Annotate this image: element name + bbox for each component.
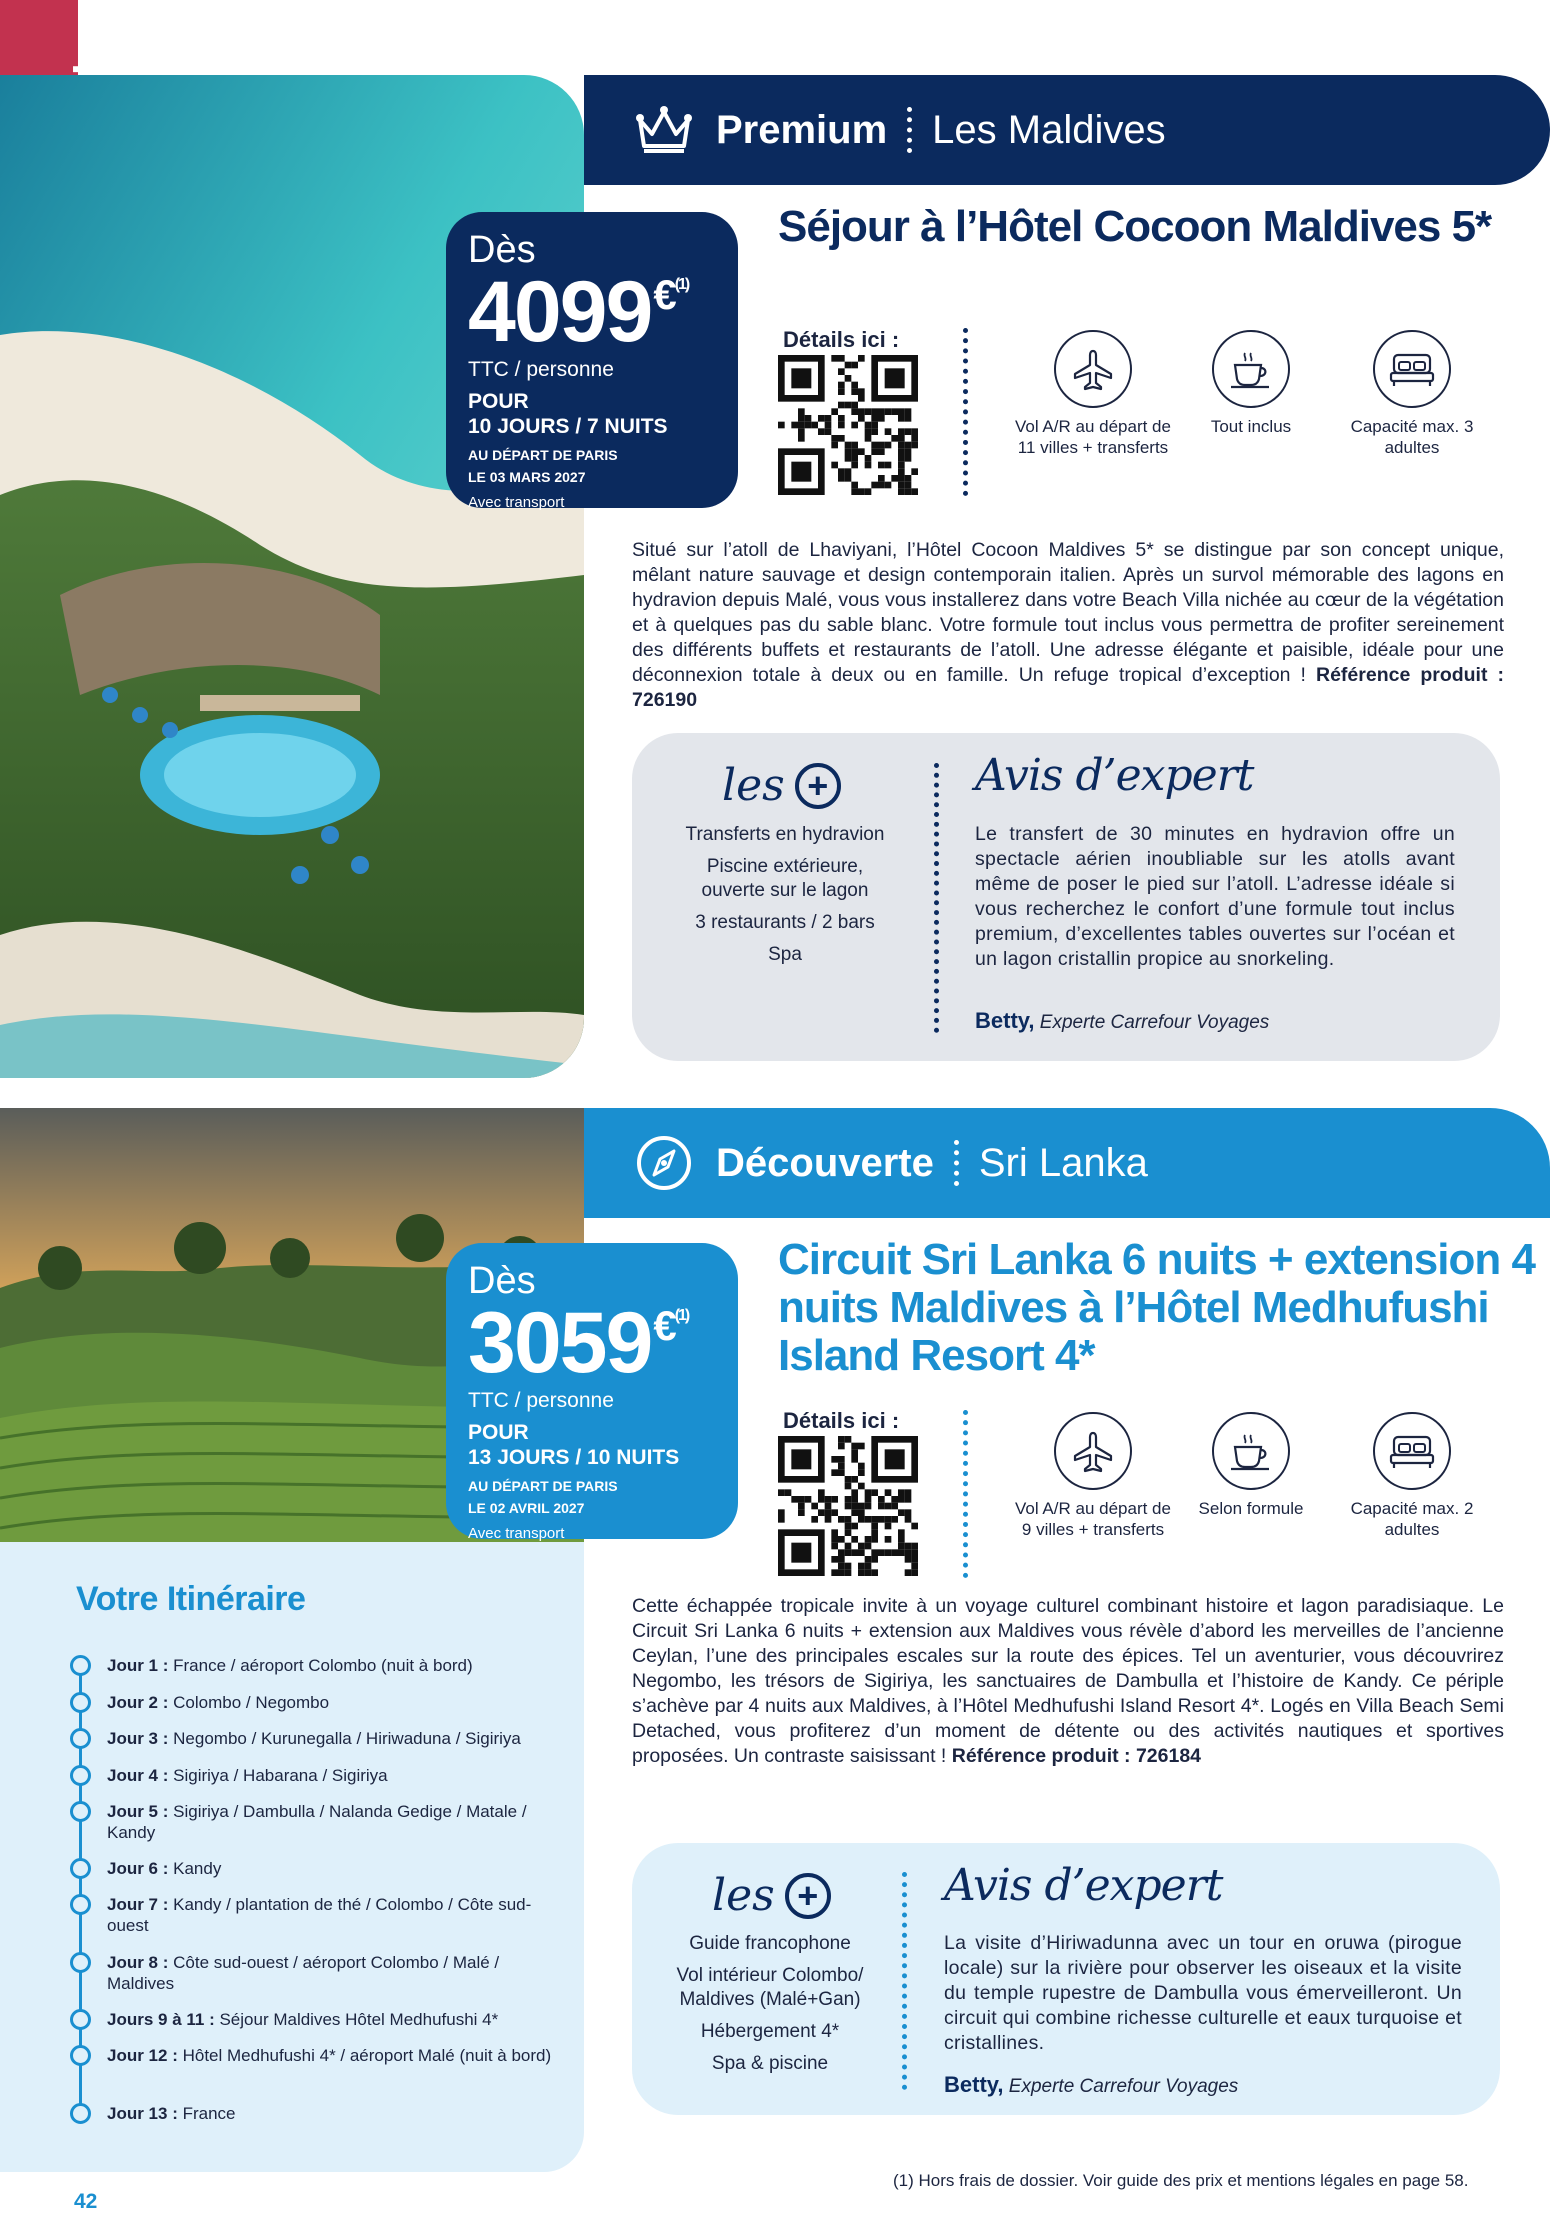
timeline-dot — [70, 2009, 91, 2030]
price-note: (1) — [674, 276, 689, 293]
timeline-dot — [70, 1894, 91, 1915]
price-transport: Avec transport — [468, 1525, 565, 1542]
itinerary-step — [70, 1858, 570, 1879]
feature-flight-label: Vol A/R au départ de 11 villes + transferts — [1015, 417, 1171, 457]
itinerary-route: Sigiriya / Habarana / Sigiriya — [173, 1766, 388, 1785]
departure-date: LE 03 MARS 2027 — [468, 469, 586, 485]
itinerary-day: Jour 4 : — [107, 1766, 169, 1785]
plus-item: 3 restaurants / 2 bars — [695, 912, 875, 933]
avis-expert-title: Avis d’expert — [975, 750, 1254, 801]
itinerary-step — [70, 1728, 570, 1749]
panel-dotted-divider — [902, 1872, 907, 2090]
product-reference: Référence produit : 726190 — [632, 664, 1504, 711]
itinerary-step — [70, 2045, 570, 2066]
description-text: Situé sur l’atoll de Lhaviyani, l’Hôtel Cocoon Maldives 5* se distingue par son concept unique, mêlant nature sauvage et design contemporain italien. Après un survol mémorable des lagons en hydravion depuis Malé, vous vous installerez dans votre Beach Villa nichée au cœur de la végétation et à quelques pas du sable blanc. Votre formule tout inclus vous permettra de profiter sereinement des différents buffets et restaurants de l’atoll. Une adresse élégante et paisible, idéale pour une déconnexion totale à deux ou en famille. Un refuge tropical d’exception ! — [632, 539, 1504, 686]
timeline-dot — [70, 1655, 91, 1676]
itinerary-route: Côte sud-ouest / aéroport Colombo / Malé / Maldives — [107, 1953, 500, 1993]
price-amount-row — [468, 264, 716, 360]
offer2-destination: Sri Lanka — [978, 1140, 1148, 1185]
offer2-plus-list — [650, 1932, 890, 2084]
itinerary-day: Jour 3 : — [107, 1729, 169, 1748]
plus-item: Vol intérieur Colombo/ Maldives (Malé+Gan) — [676, 1965, 864, 2010]
itinerary-route: France / aéroport Colombo (nuit à bord) — [173, 1656, 473, 1675]
itinerary-route: France — [182, 2104, 236, 2123]
plus-item: Guide francophone — [689, 1933, 851, 1954]
offer1-price-badge — [446, 212, 738, 511]
itinerary-step-text — [107, 1894, 570, 1936]
product-reference: Référence produit : 726184 — [951, 1745, 1202, 1767]
price-currency: € — [653, 1302, 675, 1349]
les-text: les — [712, 1870, 775, 1921]
avis-expert-text: Le transfert de 30 minutes en hydravion offre un spectacle aérien inoubliable sur les atolls avant même de poser le pied sur l’atoll. L’adresse idéale si vous recherchez le confort d’une formule tout inclus premium, d’excellentes tables ouvertes sur l’océan et un lagon cristallin propice au snorkeling. — [975, 823, 1455, 970]
itinerary-day: Jour 5 : — [107, 1802, 169, 1821]
offer1-plus-list — [665, 823, 905, 975]
feature-capacity-label: Capacité max. 3 adultes — [1350, 417, 1474, 457]
itinerary-step — [70, 2009, 570, 2030]
feature-capacity — [1327, 330, 1497, 458]
avis-expert-title: Avis d’expert — [944, 1860, 1223, 1911]
offer2-header-bar — [584, 1108, 1550, 1218]
qr-code[interactable] — [778, 1436, 918, 1576]
offer2-description — [632, 1594, 1504, 1769]
price-departure — [468, 1475, 716, 1519]
itinerary-day: Jour 8 : — [107, 1953, 169, 1972]
details-label: Détails ici : — [783, 1408, 900, 1433]
itinerary-step-text — [107, 1952, 570, 1994]
plus-item: Hébergement 4* — [700, 2021, 840, 2042]
crown-icon — [634, 100, 694, 160]
price-currency: € — [653, 271, 675, 318]
cup-icon — [1227, 1429, 1275, 1473]
feature-flight — [1008, 330, 1178, 458]
plus-item: Piscine extérieure, ouverte sur le lagon — [701, 856, 869, 901]
price-duration: 13 JOURS / 10 NUITS — [468, 1446, 680, 1469]
itinerary-day: Jour 6 : — [107, 1859, 169, 1878]
departure-city: AU DÉPART DE PARIS — [468, 1478, 618, 1494]
itinerary-step-text — [107, 2009, 498, 2030]
offer2-price-badge — [446, 1243, 738, 1542]
avis-expert-text: La visite d’Hiriwadunna avec un tour en oruwa (pirogue locale) sur la rivière pour observer les oiseaux et la visite du temple rupestre de Dambulla vous émerveilleront. Un circuit qui combine richesse culturelle et eaux turquoise et cristallines. — [944, 1932, 1462, 2054]
itinerary-step — [70, 1952, 570, 1994]
itinerary-route: Kandy — [173, 1859, 222, 1878]
price-amount: 4099 — [468, 264, 652, 360]
departure-city: AU DÉPART DE PARIS — [468, 447, 618, 463]
expert-role: Experte Carrefour Voyages — [1039, 1012, 1270, 1033]
price-amount-row — [468, 1295, 716, 1391]
price-per: TTC / personne — [468, 1389, 614, 1412]
price-pour: POUR — [468, 1421, 529, 1444]
price-transport: Avec transport — [468, 494, 565, 511]
price-from: Dès — [468, 1260, 536, 1302]
price-from: Dès — [468, 229, 536, 271]
expert-name: Betty, — [944, 2072, 1004, 2097]
itinerary-panel — [0, 1542, 584, 2172]
itinerary-day: Jour 13 : — [107, 2104, 178, 2123]
offer1-destination: Les Maldives — [932, 107, 1166, 152]
itinerary-route: Sigiriya / Dambulla / Nalanda Gedige / Matale / Kandy — [107, 1802, 527, 1842]
plus-item: Spa & piscine — [711, 2053, 829, 2074]
itinerary-step-text — [107, 1692, 329, 1713]
timeline-dot — [70, 1728, 91, 1749]
page-number: 42 — [74, 2190, 98, 2213]
price-departure — [468, 444, 716, 488]
price-pour: POUR — [468, 390, 529, 413]
feature-formula — [1166, 330, 1336, 437]
itinerary-day: Jour 2 : — [107, 1693, 169, 1712]
price-amount: 3059 — [468, 1295, 652, 1391]
itinerary-step — [70, 1801, 570, 1843]
itinerary-step-text — [107, 1858, 221, 1879]
itinerary-day: Jour 1 : — [107, 1656, 169, 1675]
footnote: (1) Hors frais de dossier. Voir guide des prix et mentions légales en page 58. — [893, 2171, 1469, 2190]
plus-icon: + — [795, 763, 841, 809]
itinerary-route: Colombo / Negombo — [173, 1693, 330, 1712]
bed-icon — [1388, 1431, 1436, 1471]
itinerary-route: Hôtel Medhufushi 4* / aéroport Malé (nuit à bord) — [182, 2046, 552, 2065]
itinerary-route: Negombo / Kurunegalla / Hiriwaduna / Sigiriya — [173, 1729, 521, 1748]
compass-icon — [634, 1133, 694, 1193]
plane-icon — [1071, 1429, 1115, 1473]
feature-capacity-label: Capacité max. 2 adultes — [1350, 1499, 1474, 1539]
itinerary-day: Jour 12 : — [107, 2046, 178, 2065]
dotted-divider — [963, 1410, 968, 1578]
price-note: (1) — [674, 1307, 689, 1324]
feature-flight — [1008, 1412, 1178, 1540]
itinerary-step-text — [107, 1728, 521, 1749]
itinerary-step-text — [107, 1765, 388, 1786]
plane-icon — [1071, 347, 1115, 391]
price-per: TTC / personne — [468, 358, 614, 381]
feature-formula-label: Selon formule — [1198, 1499, 1304, 1518]
itinerary-step — [70, 2103, 570, 2124]
timeline-dot — [70, 2103, 91, 2124]
offer1-description — [632, 538, 1504, 713]
itinerary-day: Jour 7 : — [107, 1895, 169, 1914]
itinerary-step — [70, 1765, 570, 1786]
timeline-dot — [70, 1692, 91, 1713]
itinerary-step — [70, 1894, 570, 1936]
bed-icon — [1388, 349, 1436, 389]
expert-role: Experte Carrefour Voyages — [1008, 2076, 1239, 2097]
itinerary-step — [70, 1692, 570, 1713]
offer1-header-bar — [584, 75, 1550, 185]
expert-signature — [944, 2072, 1238, 2098]
expert-signature — [975, 1008, 1269, 1034]
timeline-dot — [70, 1858, 91, 1879]
timeline-dot — [70, 1952, 91, 1973]
plus-item: Spa — [768, 944, 802, 965]
itinerary-step — [70, 1655, 570, 1676]
itinerary-step-text — [107, 2103, 236, 2124]
offer2-category: Découverte — [716, 1140, 934, 1185]
expert-name: Betty, — [975, 1008, 1035, 1033]
les-plus-title — [722, 760, 841, 811]
feature-formula — [1166, 1412, 1336, 1519]
itinerary-route: Kandy / plantation de thé / Colombo / Côte sud-ouest — [107, 1895, 532, 1935]
les-plus-title — [712, 1870, 831, 1921]
feature-capacity — [1327, 1412, 1497, 1540]
details-label: Détails ici : — [783, 327, 900, 352]
plus-icon: + — [785, 1873, 831, 1919]
plus-item: Transferts en hydravion — [685, 824, 885, 845]
itinerary-day: Jours 9 à 11 : — [107, 2010, 215, 2029]
departure-date: LE 02 AVRIL 2027 — [468, 1500, 585, 1516]
offer1-category: Premium — [716, 107, 888, 152]
header-separator — [954, 1140, 959, 1186]
description-text: Cette échappée tropicale invite à un voyage culturel combinant histoire et lagon paradisiaque. Le Circuit Sri Lanka 6 nuits + extension aux Maldives vous révèle d’abord les merveilles de l’ancienne Ceylan, l’une des principales escales sur la route des épices. Tel un aventurier, vous découvrirez Negombo, les trésors de Sigiriya, les sanctuaires de Dambulla et l’histoire de Kandy. Ce périple s’achève par 4 nuits aux Maldives, à l’Hôtel Medhufushi Island Resort 4*. Logés en Villa Beach Semi Detached, vous profiterez d’un moment de détente ou des activités nautiques et sportives proposées. Un contraste saisissant ! — [632, 1595, 1504, 1767]
header-separator — [907, 107, 912, 153]
itinerary-title: Votre Itinéraire — [76, 1580, 306, 1618]
feature-flight-label: Vol A/R au départ de 9 villes + transferts — [1015, 1499, 1171, 1539]
cup-icon — [1227, 347, 1275, 391]
panel-dotted-divider — [934, 763, 939, 1033]
les-text: les — [722, 760, 785, 811]
feature-formula-label: Tout inclus — [1210, 417, 1292, 436]
itinerary-step-text — [107, 1801, 570, 1843]
offer2-title: Circuit Sri Lanka 6 nuits + extension 4 nuits Maldives à l’Hôtel Medhufushi Island Resort 4* — [778, 1235, 1535, 1380]
itinerary-step-text — [107, 1655, 473, 1676]
timeline-dot — [70, 2045, 91, 2066]
timeline-dot — [70, 1801, 91, 1822]
timeline-dot — [70, 1765, 91, 1786]
qr-code[interactable] — [778, 355, 918, 495]
dotted-divider — [963, 328, 968, 496]
offer1-title: Séjour à l’Hôtel Cocoon Maldives 5* — [778, 202, 1492, 251]
itinerary-route: Séjour Maldives Hôtel Medhufushi 4* — [219, 2010, 499, 2029]
price-duration: 10 JOURS / 7 NUITS — [468, 415, 668, 438]
itinerary-step-text — [107, 2045, 551, 2066]
